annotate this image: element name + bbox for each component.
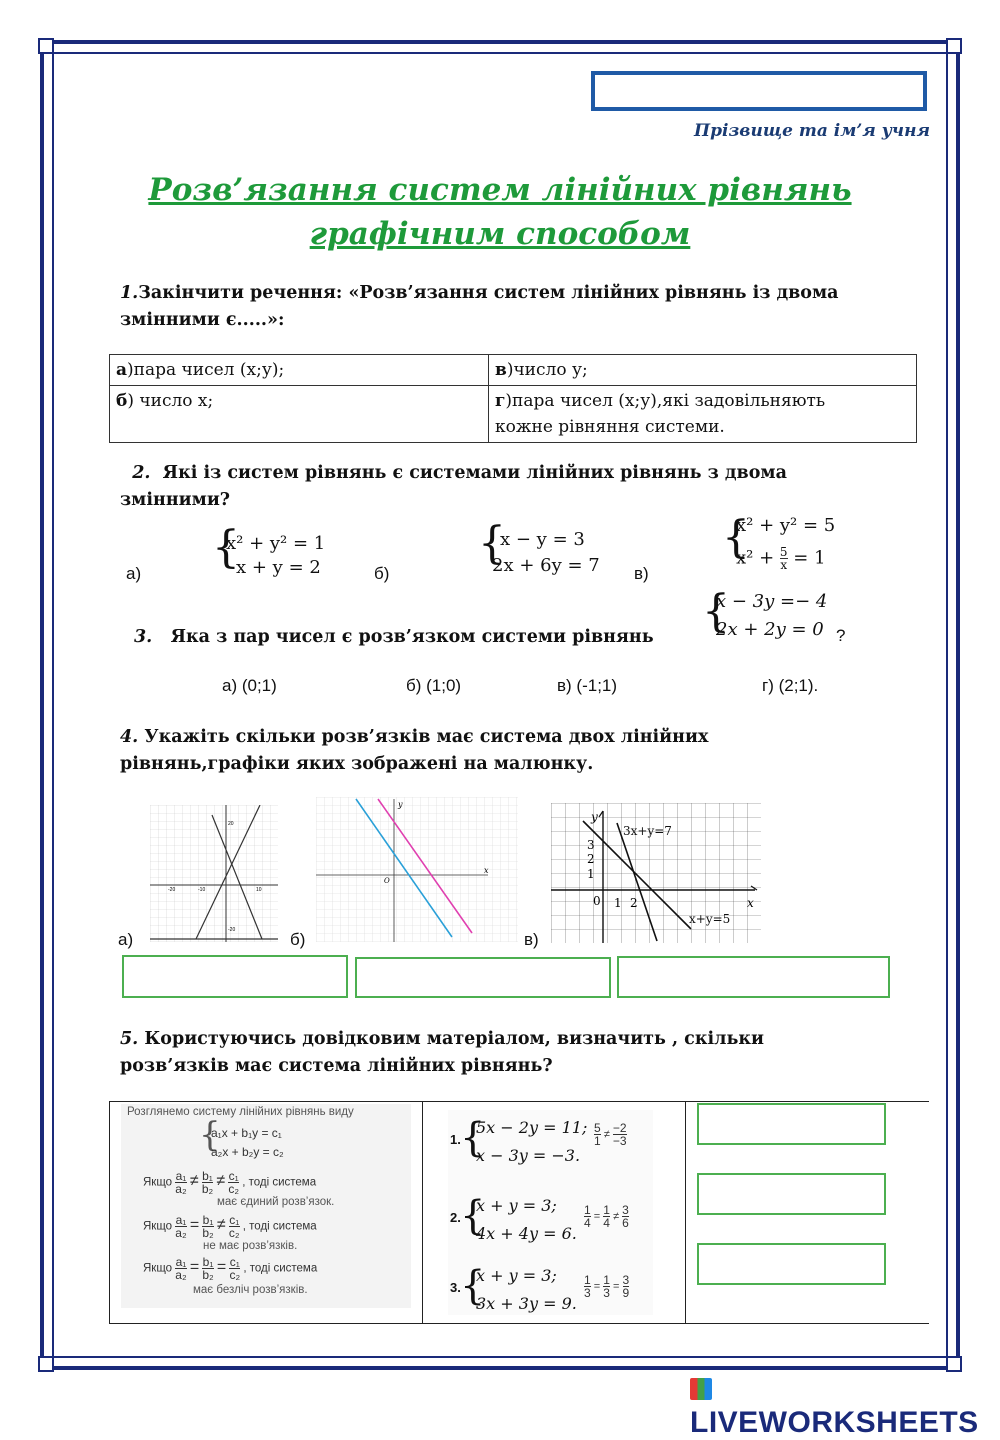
svg-text:-20: -20 [168, 887, 176, 893]
q5-table-divider [422, 1101, 423, 1324]
graph-a [150, 805, 278, 942]
question-text: змінними? [120, 490, 231, 510]
svg-text:1: 1 [614, 896, 622, 910]
q5-reference-panel: Розглянемо систему лінійних рівнянь виду { a₁x + b₁y = c₁ a₂x + b₂y = c₂ Якщо $\frac{\text{a₁}}{\text{a₂}}$ ≠ $\frac{\text{b₁}}{\text{b₂}}$ ≠ $\frac{\text{c₁}}{\text{c₂}}$ , тоді система має єдиний розв’язок. Якщо $\frac{\text{a₁}}{\text{a₂}}$ = $\frac{\text{b₁}}{\text{b₂}}$ ≠ $\frac{\text{c₁}}{\text{c₂}}$ , тоді система не має розв’язків. Якщо $\frac{\text{a₁}}{\text{a₂}}$ = $\frac{\text{b₁}}{\text{b₂}}$ = $\frac{\text{c₁}}{\text{c₂}}$ , тоді система має безліч розв’язків. [121, 1104, 411, 1308]
q5-systems-panel: 1. { 5x − 2y = 11; x − 3y = −3. $\frac{5}{1}$ ≠ $\frac{-2}{-3}$ 2. { x + y = 3; 4x + 4y = 6. $\frac{1}{4}$ = $\frac{1}{4}$ ≠ $\frac{3}{6}$ 3. { x + y = 3; 3x + 3y = 9. $\frac{1}{3}$ = $\frac{1}{3}$ = $\frac{3}{9}$ [448, 1110, 653, 1315]
svg-text:2: 2 [630, 896, 638, 910]
question-text: змінними є.....»: [120, 310, 285, 330]
q1-option-a[interactable]: а)пара чисел (х;у); [110, 355, 489, 386]
question-text: Які із систем рівнянь є системами лінійних рівнянь з двома [162, 463, 787, 483]
svg-text:y: y [591, 810, 598, 824]
graph-b [316, 797, 518, 942]
question-2 [120, 460, 920, 514]
svg-text:O: O [384, 877, 390, 885]
q4-answer-b-input[interactable] [355, 957, 611, 998]
q4-answer-a-input[interactable] [122, 955, 348, 998]
question-number: 1. [120, 283, 139, 303]
svg-text:x+y=5: x+y=5 [689, 912, 731, 926]
question-1 [120, 280, 920, 334]
question-3: 3. Яка з пар чисел є розв’язком системи рівнянь [134, 627, 654, 647]
q5-table-top [109, 1101, 929, 1102]
q3-option-v[interactable]: в) (-1;1) [557, 676, 618, 695]
frame-corner [38, 38, 54, 54]
q3-question-mark: ? [836, 626, 846, 645]
q5-table-left [109, 1101, 110, 1324]
q2-label-b[interactable]: б) [374, 564, 390, 583]
svg-text:10: 10 [256, 887, 262, 893]
q5-answer-2-input[interactable] [697, 1173, 886, 1215]
svg-text:x: x [747, 896, 754, 910]
svg-text:20: 20 [228, 821, 234, 827]
svg-text:-10: -10 [198, 887, 206, 893]
svg-text:y: y [398, 800, 403, 809]
liveworksheets-icon [690, 1378, 712, 1400]
q4-label-v: в) [524, 930, 539, 949]
question-text: Закінчити речення: «Розв’язання систем лінійних рівнянь із двома [138, 283, 839, 303]
q1-option-b[interactable]: б) число х; [110, 386, 489, 443]
q4-label-a: а) [118, 930, 134, 949]
q2-label-v[interactable]: в) [634, 564, 649, 583]
q5-table-bottom [109, 1323, 929, 1324]
q3-option-a[interactable]: а) (0;1) [222, 676, 277, 695]
svg-text:x: x [484, 866, 489, 875]
question-number: 2. [132, 463, 151, 483]
frame-corner [38, 1356, 54, 1372]
q4-answer-v-input[interactable] [617, 956, 890, 998]
question-4: 4. Укажіть скільки розв’язків має система двох лінійних рівнянь,графіки яких зображені на малюнку. [120, 727, 709, 774]
svg-text:-20: -20 [228, 927, 236, 933]
q2-label-a[interactable]: а) [126, 564, 142, 583]
q5-table-divider [685, 1101, 686, 1324]
q3-option-b[interactable]: б) (1;0) [406, 676, 462, 695]
q3-option-g[interactable]: г) (2;1). [762, 676, 819, 695]
question-5: 5. Користуючись довідковим матеріалом, визначить , скільки розв’язків має система лінійних рівнянь? [120, 1029, 764, 1076]
svg-text:1: 1 [587, 867, 595, 881]
svg-text:2: 2 [587, 852, 595, 866]
q1-options-table [109, 354, 917, 443]
frame-corner [946, 1356, 962, 1372]
title-line-1: Розв’язання систем лінійних рівнянь [148, 172, 852, 208]
svg-text:3: 3 [587, 838, 595, 852]
student-name-label: Прізвище та ім’я учня [694, 121, 930, 141]
student-name-input[interactable] [591, 71, 927, 111]
q5-answer-1-input[interactable] [697, 1103, 886, 1145]
page-title [60, 168, 940, 256]
liveworksheets-logo: LIVEWORKSHEETS [690, 1372, 1000, 1440]
q4-label-b: б) [290, 930, 306, 949]
q1-option-g[interactable]: г)пара чисел (х;у),які задовільняють кожне рівняння системи. [489, 386, 917, 443]
frame-corner [946, 38, 962, 54]
q1-option-v[interactable]: в)число у; [489, 355, 917, 386]
title-line-2: графічним способом [309, 216, 691, 252]
svg-text:3x+y=7: 3x+y=7 [623, 824, 672, 838]
q5-answer-3-input[interactable] [697, 1243, 886, 1285]
graph-c [551, 803, 761, 943]
svg-text:0: 0 [593, 894, 601, 908]
